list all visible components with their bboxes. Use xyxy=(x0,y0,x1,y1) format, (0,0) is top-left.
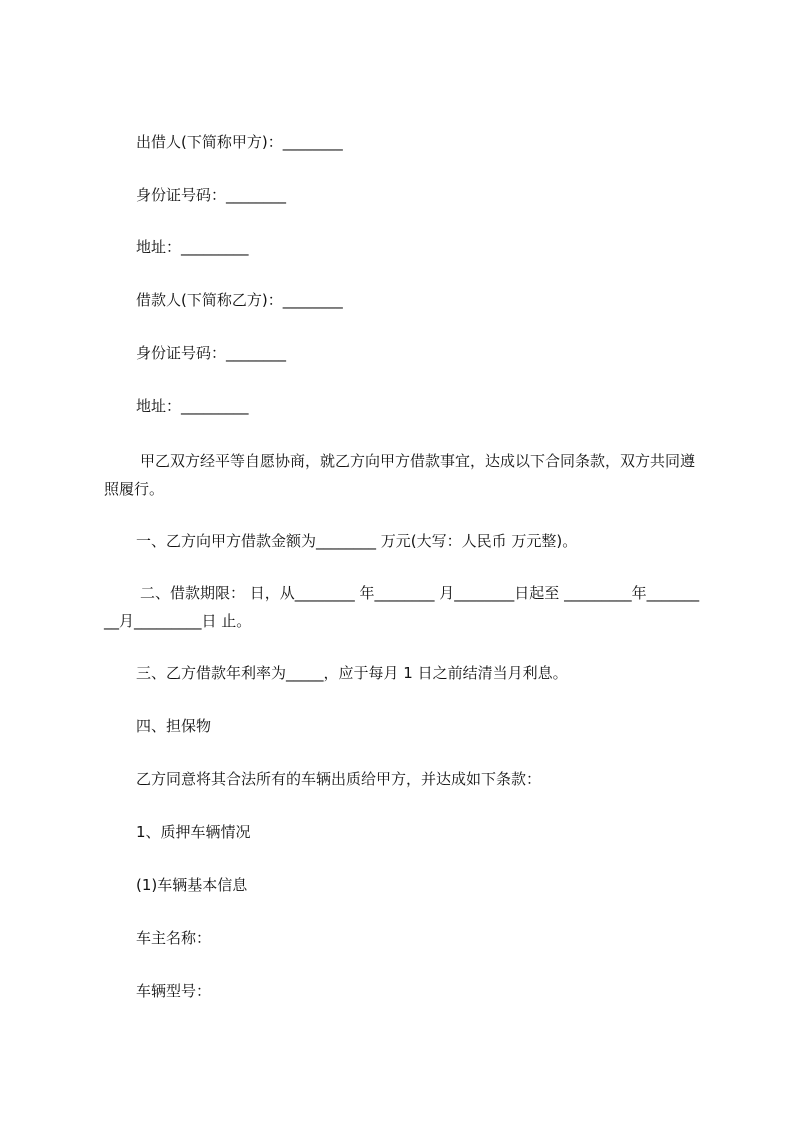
clause-loan-amount: 一、乙方向甲方借款金额为________ 万元(大写：人民币 万元整)。 xyxy=(136,532,578,550)
lender-address-line: 地址：_________ xyxy=(136,238,249,256)
lender-id-line: 身份证号码：________ xyxy=(136,186,287,204)
clause-interest-rate: 三、乙方借款年利率为_____，应于每月 1 日之前结清当月利息。 xyxy=(136,664,568,682)
clause-collateral-title: 四、担保物 xyxy=(136,717,212,735)
borrower-id-line: 身份证号码：________ xyxy=(136,344,287,362)
contract-preamble: 甲乙双方经平等自愿协商，就乙方向甲方借款事宜，达成以下合同条款，双方共同遵照履行。 xyxy=(104,452,696,498)
pledge-intro: 乙方同意将其合法所有的车辆出质给甲方，并达成如下条款： xyxy=(136,770,542,788)
pledge-vehicle-heading: 1、质押车辆情况 xyxy=(136,823,251,841)
vehicle-model-field: 车辆型号： xyxy=(136,982,212,1000)
vehicle-info-heading: (1)车辆基本信息 xyxy=(136,876,248,894)
lender-name-line: 出借人(下简称甲方)：________ xyxy=(136,133,343,151)
clause-loan-term: 二、借款期限： 日，从________ 年________ 月________日起至 _________年_________月_________日 止。 xyxy=(104,584,700,630)
borrower-name-line: 借款人(下简称乙方)：________ xyxy=(136,291,343,309)
owner-name-field: 车主名称： xyxy=(136,929,212,947)
borrower-address-line: 地址：_________ xyxy=(136,397,249,415)
